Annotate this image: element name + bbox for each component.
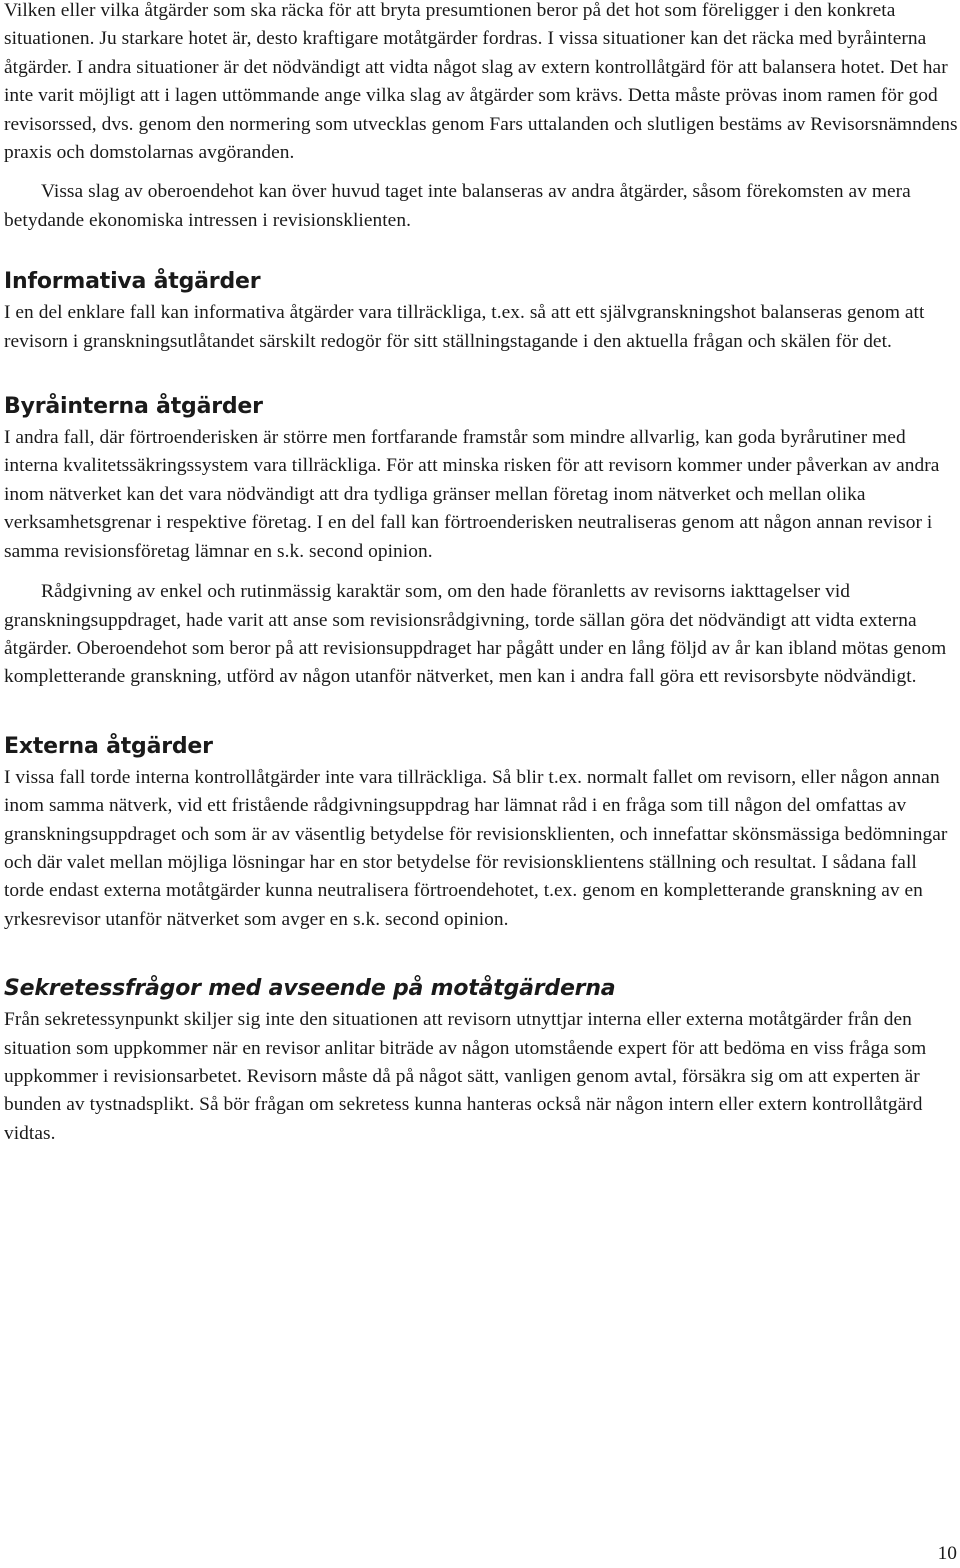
intro-paragraph-1: Vilken eller vilka åtgärder som ska räcka för att bryta presumtionen beror på det hot som föreligger i den konkreta situationen. Ju starkare hotet är, desto kraftigare motåtgärder fordras. I vissa situationer kan det räcka med byråinterna åtgärder. I andra situationer är det nödvändigt att vidta något slag av extern kontrollåtgärd för att balansera hotet. Det har inte varit möjligt att i lagen uttömmande ange vilka slag av åtgärder som krävs. Detta måste prövas inom ramen för god revisorssed, dvs. genom den normering som utvecklas genom Fars uttalanden och slutligen bestäms av Revisorsnämndens praxis och domstolarnas avgöranden. — [4, 0, 958, 164]
heading-externa-atgarder: Externa åtgärder — [4, 733, 213, 759]
intro-paragraph-2: Vissa slag av oberoendehot kan över huvud taget inte balanseras av andra åtgärder, såsom förekomsten av mera betydande ekonomiska intressen i revisionsklienten. — [4, 181, 911, 231]
heading-informativa-atgarder: Informativa åtgärder — [4, 269, 261, 295]
informativa-paragraph: I en del enklare fall kan informativa åtgärder vara tillräckliga, t.ex. så att ett självgranskningshot balanseras genom att revisorn i granskningsutlåtandet särskilt redogör för sitt ställningstagande i den aktuella frågan och skälen för det. — [4, 302, 925, 352]
paragraph-gap — [4, 566, 958, 578]
sekretess-paragraph: Från sekretessynpunkt skiljer sig inte den situationen att revisorn utnyttjar interna eller externa motåtgärder från den situation som uppkommer när en revisor anlitar biträde av någon utomstående expert för att bedöma en viss fråga som uppkommer i revisionsarbetet. Revisorn måste då på något sätt, vanligen genom avtal, försäkra sig om att experten är bunden av tystnadsplikt. Så bör frågan om sekretess kunna hanteras också när någon intern eller extern kontrollåtgärd vidtas. — [4, 1009, 927, 1144]
byrainterna-paragraph-1: I andra fall, där förtroenderisken är större men fortfarande framstår som mindre allvarlig, kan goda byrårutiner med interna kvalitetssäkringssystem vara tillräckliga. För att minska risken för att revisorn kommer under påverkan av andra inom nätverket kan det vara nödvändigt att dra tydliga gränser mellan företag inom nätverket och mellan olika verksamhetsgrenar i respektive företag. I en del fall kan förtroenderisken neutraliseras genom att någon annan revisor i samma revisionsföretag lämnar en s.k. second opinion. — [4, 427, 940, 562]
document-page — [4, 0, 958, 1148]
externa-paragraph: I vissa fall torde interna kontrollåtgärder inte vara tillräckliga. Så blir t.ex. normalt fallet om revisorn, eller någon annan inom samma nätverk, vid ett fristående rådgivningsuppdrag har lämnat råd i en fråga som till någon del omfattas av granskningsuppdraget och som är av väsentlig betydelse för revisionsklienten, och innefattar skönsmässiga bedömningar och där valet mellan möjliga lösningar har en stor betydelse för revisionsklientens ställning och resultat. I sådana fall torde endast externa motåtgärder kunna neutralisera förtroendehotet, t.ex. genom en kompletterande granskning av en yrkesrevisor utanför nätverket som avger en s.k. second opinion. — [4, 766, 948, 930]
page-number: 10 — [937, 1543, 957, 1564]
paragraph-gap — [4, 167, 958, 178]
heading-sekretessfragor: Sekretessfrågor med avseende på motåtgärderna — [4, 976, 616, 1002]
byrainterna-paragraph-2: Rådgivning av enkel och rutinmässig karaktär som, om den hade föranletts av revisorns iakttagelser vid granskningsuppdraget, hade varit att anse som revisionsrådgivning, torde sällan göra det nödvändigt att vidta externa åtgärder. Oberoendehot som beror på att revisionsuppdraget har pågått under en lång följd av år kan ibland mötas genom kompletterande granskning, utförd av någon utanför nätverket, men kan i andra fall göra ett revisorsbyte nödvändigt. — [4, 581, 947, 688]
heading-byrainterna-atgarder: Byråinterna åtgärder — [4, 394, 263, 420]
